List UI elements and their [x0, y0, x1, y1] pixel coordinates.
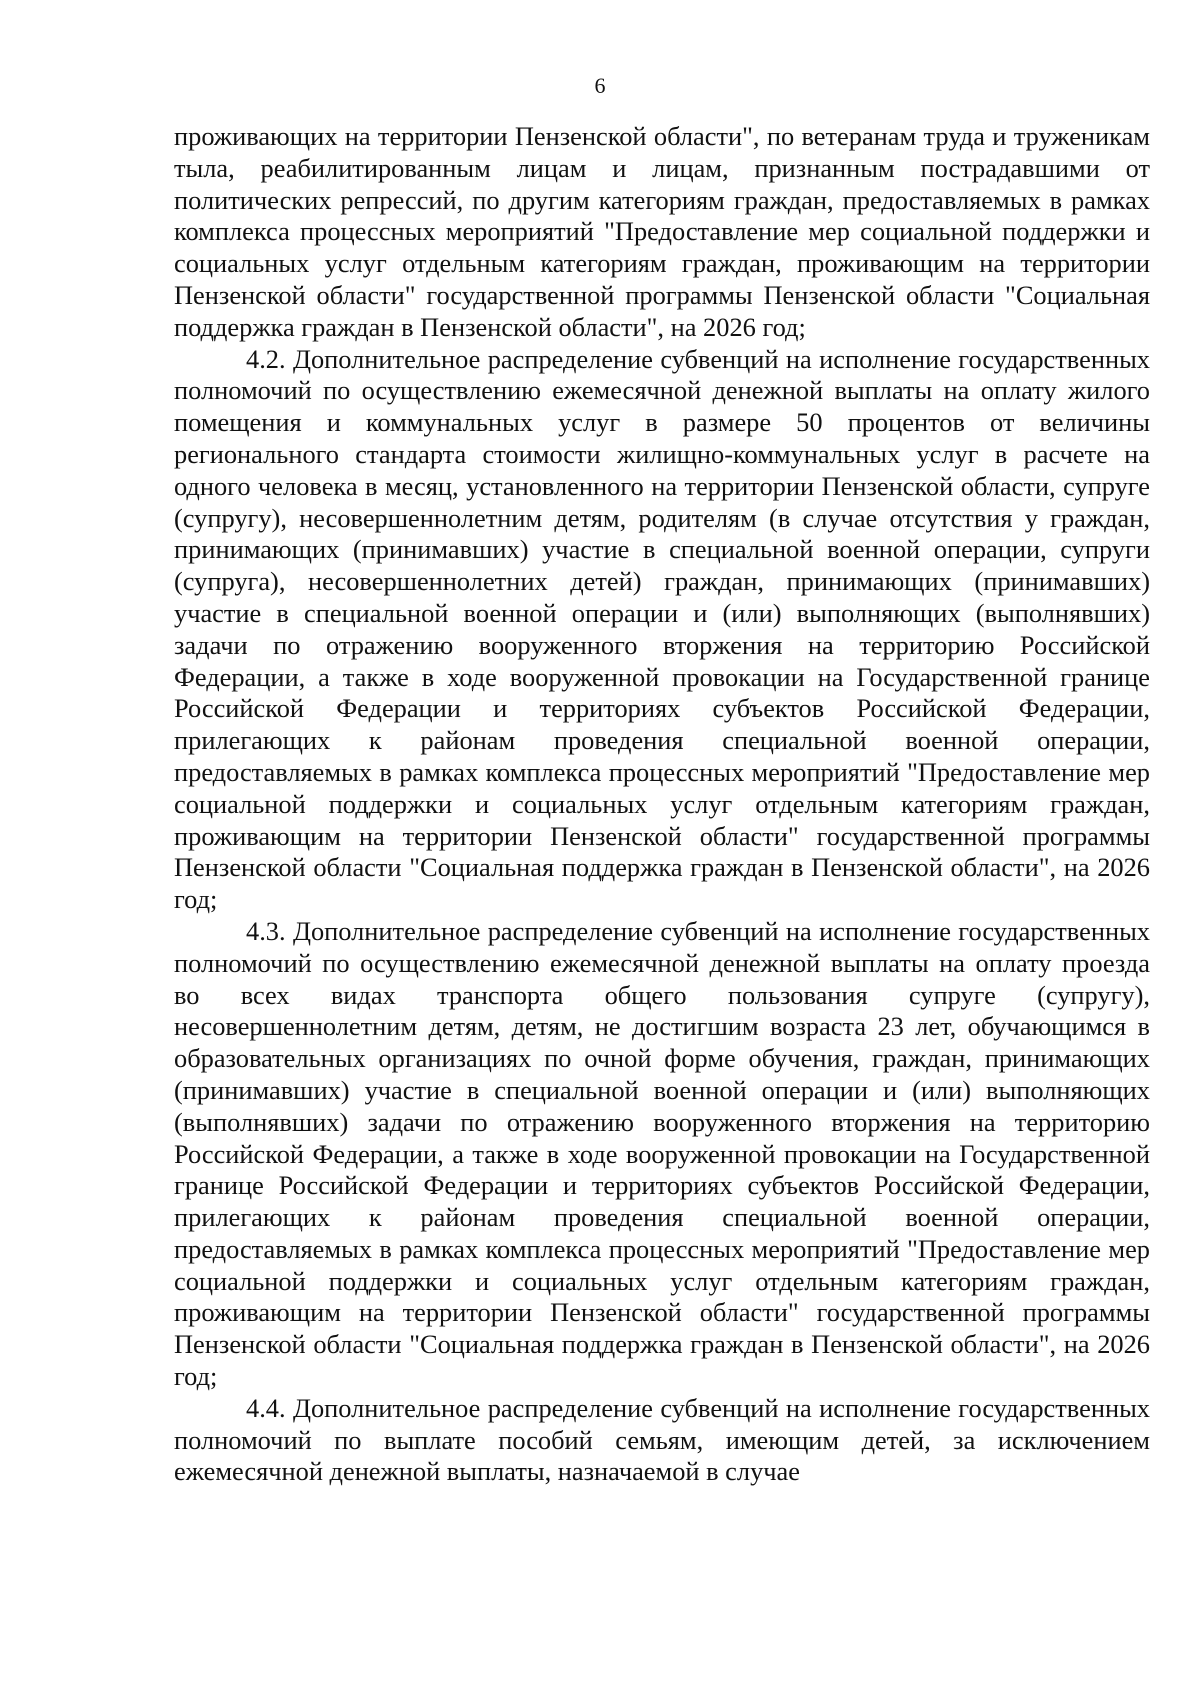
- paragraph-4-4: 4.4. Дополнительное распределение субвенций на исполнение государственных полномочий по выплате пособий семьям, имеющим детей, за исключением ежемесячной денежной выплаты, назначаемой в случае: [174, 1392, 1150, 1487]
- page-number: 6: [594, 73, 606, 98]
- document-body: [174, 121, 1150, 1488]
- paragraph-4-2: 4.2. Дополнительное распределение субвенций на исполнение государственных полномочий по осуществлению ежемесячной денежной выплаты на оплату жилого помещения и коммунальных услуг в размере 50 процентов от величины регионального стандарта стоимости жилищно-коммунальных услуг в расчете на одного человека в месяц, установленного на территории Пензенской области, супруге (супругу), несовершеннолетним детям, родителям (в случае отсутствия у граждан, принимающих (принимавших) участие в специальной военной операции, супруги (супруга), несовершеннолетних детей) граждан, принимающих (принимавших) участие в специальной военной операции и (или) выполняющих (выполнявших) задачи по отражению вооруженного вторжения на территорию Российской Федерации, а также в ходе вооруженной провокации на Государственной границе Российской Федерации и территориях субъектов Российской Федерации, прилегающих к районам проведения специальной военной операции, предоставляемых в рамках комплекса процессных мероприятий "Предоставление мер социальной поддержки и социальных услуг отдельным категориям граждан, проживающим на территории Пензенской области" государственной программы Пензенской области "Социальная поддержка граждан в Пензенской области", на 2026 год;: [174, 343, 1150, 915]
- paragraph-continuation: проживающих на территории Пензенской области", по ветеранам труда и труженикам тыла, реабилитированным лицам и лицам, признанным пострадавшими от политических репрессий, по другим категориям граждан, предоставляемых в рамках комплекса процессных мероприятий "Предоставление мер социальной поддержки и социальных услуг отдельным категориям граждан, проживающим на территории Пензенской области" государственной программы Пензенской области "Социальная поддержка граждан в Пензенской области", на 2026 год;: [174, 121, 1150, 342]
- paragraph-4-3: 4.3. Дополнительное распределение субвенций на исполнение государственных полномочий по осуществлению ежемесячной денежной выплаты на оплату проезда во всех видах транспорта общего пользования супруге (супругу), несовершеннолетним детям, детям, не достигшим возраста 23 лет, обучающимся в образовательных организациях по очной форме обучения, граждан, принимающих (принимавших) участие в специальной военной операции и (или) выполняющих (выполнявших) задачи по отражению вооруженного вторжения на территорию Российской Федерации, а также в ходе вооруженной провокации на Государственной границе Российской Федерации и территориях субъектов Российской Федерации, прилегающих к районам проведения специальной военной операции, предоставляемых в рамках комплекса процессных мероприятий "Предоставление мер социальной поддержки и социальных услуг отдельным категориям граждан, проживающим на территории Пензенской области" государственной программы Пензенской области "Социальная поддержка граждан в Пензенской области", на 2026 год;: [174, 915, 1150, 1392]
